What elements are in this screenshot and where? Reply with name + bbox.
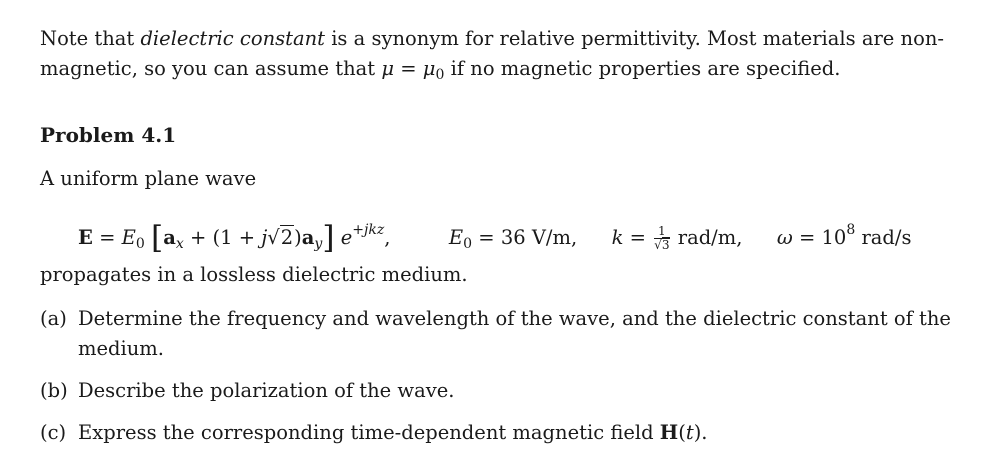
h-arg-close: ): [693, 421, 702, 445]
document-page: [40, 24, 990, 460]
k-frac-sqrt-arg: 3: [661, 238, 670, 253]
mu-symbol: μ: [381, 57, 395, 80]
eq-equals: =: [92, 226, 122, 250]
sqrt-sign: √: [267, 226, 280, 250]
note-line2-prefix: magnetic, so you can assume that: [40, 57, 382, 80]
k-frac-denominator: [654, 239, 669, 252]
h-field-symbol: H: [659, 421, 679, 445]
note-line-2: [40, 54, 990, 90]
k-fraction: [654, 225, 669, 253]
part-c-text: [78, 418, 990, 448]
omega-unit: rad/s: [855, 226, 912, 250]
part-b-label: (b): [40, 379, 68, 403]
problem-parts: [40, 304, 990, 448]
h-arg-open: (: [678, 421, 686, 445]
part-c-prefix: Express the corresponding time-dependent magnetic field: [78, 421, 660, 445]
note-line2-suffix: if no magnetic properties are specified.: [444, 57, 841, 80]
k-unit: rad/m,: [671, 226, 743, 250]
mu0-symbol: μ: [422, 57, 436, 80]
k-symbol: k: [611, 226, 624, 250]
ay-subscript: y: [314, 236, 323, 253]
note-italic-term: dielectric constant: [140, 27, 325, 50]
wave-equation: [40, 208, 990, 256]
e0-value: = 36 V/m,: [472, 226, 578, 250]
equals-sign: =: [394, 57, 423, 80]
sqrt-2: [267, 216, 294, 260]
eq-comma: ,: [384, 226, 391, 250]
exp-power: +jkz: [352, 222, 385, 239]
note-text-suffix: is a synonym for relative permittivity. Most materials are non-: [325, 27, 944, 50]
mu0-subscript: 0: [435, 67, 445, 84]
k-equals: =: [623, 226, 653, 250]
k-frac-numerator: 1: [654, 225, 669, 239]
list-item: [40, 418, 990, 448]
e-field-symbol: E: [78, 226, 93, 250]
omega-symbol: ω: [776, 226, 793, 250]
j-symbol: j: [261, 226, 268, 250]
problem-heading: Problem 4.1: [40, 123, 177, 148]
left-bracket: [: [151, 219, 164, 256]
list-item: [40, 304, 990, 364]
omega-exponent: 8: [846, 222, 856, 239]
ax-subscript: x: [175, 236, 184, 253]
exp-base: e: [334, 226, 353, 250]
part-b-text: Describe the polarization of the wave.: [78, 379, 455, 403]
e0-param-subscript: 0: [463, 236, 473, 253]
part-a-label: (a): [40, 307, 67, 331]
propagates-text: propagates in a lossless dielectric medium.: [40, 263, 468, 287]
e0-symbol: E: [121, 226, 136, 250]
plus-term: + (1 +: [183, 226, 262, 250]
k-frac-sqrt-sign: √: [654, 238, 662, 253]
part-a-text: Determine the frequency and wavelength of the wave, and the dielectric constant of the medium.: [78, 307, 951, 361]
ax-vector: a: [163, 226, 176, 250]
part-c-label: (c): [40, 421, 67, 445]
list-item: [40, 376, 990, 406]
e0-param-symbol: E: [448, 226, 464, 250]
close-paren: ): [294, 226, 302, 250]
note-line-1: [40, 24, 990, 54]
note-text-prefix: Note that: [40, 27, 141, 50]
part-c-suffix: .: [701, 421, 708, 445]
omega-equals: = 10: [792, 226, 847, 250]
sqrt-argument: 2: [280, 226, 294, 250]
e0-subscript: 0: [135, 236, 145, 253]
ay-vector: a: [301, 226, 315, 250]
right-bracket: ]: [322, 219, 335, 256]
problem-intro: A uniform plane wave: [40, 167, 257, 191]
h-arg-t: t: [685, 421, 694, 445]
